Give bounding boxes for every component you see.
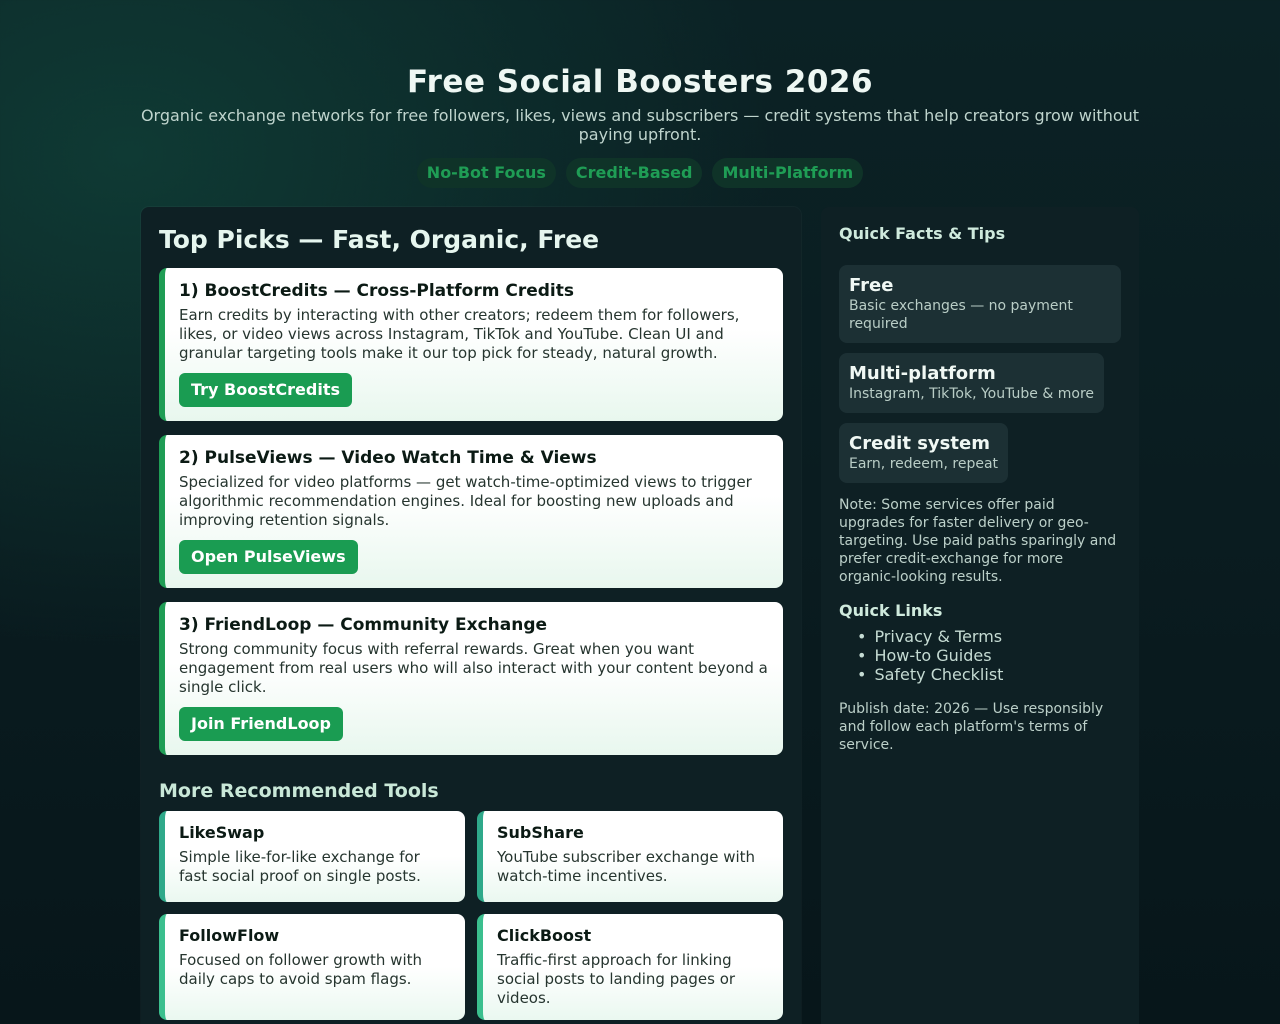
fact-subtitle: Earn, redeem, repeat [849, 456, 999, 472]
pick-description: Earn credits by interacting with other creators; redeem them for followers, likes, or video views across Instagram, TikTok and YouTube. Clean UI and granular targeting tools make it our top pick for steady, natural growth. [179, 306, 740, 362]
pick-description: Strong community focus with referral rewards. Great when you want engagement from real users who will also interact with your content beyond a single click. [179, 640, 768, 696]
tools-grid [159, 811, 783, 1020]
tool-name: SubShare [497, 823, 584, 842]
pick-card-friendloop [159, 602, 783, 755]
pick-title: 2) PulseViews — Video Watch Time & Views [179, 448, 597, 468]
tool-name: ClickBoost [497, 926, 592, 945]
try-boostcredits-button[interactable]: Try BoostCredits [179, 373, 352, 407]
fact-card-multi-platform [839, 353, 1104, 413]
quick-facts-sidebar [821, 207, 1139, 1024]
badge-row [140, 158, 1140, 188]
pick-description: Specialized for video platforms — get watch-time-optimized views to trigger algorithmic recommendation engines. Ideal for boosting new uploads and improving retention signals. [179, 473, 752, 529]
badge-credit-based: Credit-Based [566, 158, 703, 188]
quick-links-list [839, 627, 1121, 684]
tool-card-likeswap[interactable] [159, 811, 465, 902]
link-privacy-terms[interactable]: • Privacy & Terms [857, 627, 1121, 646]
note-text: Note: Some services offer paid upgrades for faster delivery or geo-targeting. Use paid paths sparingly and prefer credit-exchange for more organic-looking results. [839, 497, 1117, 585]
more-tools-title: More Recommended Tools [159, 780, 439, 802]
tool-card-subshare[interactable] [477, 811, 783, 902]
tool-name: FollowFlow [179, 926, 280, 945]
pick-title: 3) FriendLoop — Community Exchange [179, 615, 548, 635]
tool-name: LikeSwap [179, 823, 265, 842]
tool-description: Focused on follower growth with daily caps to avoid spam flags. [179, 951, 422, 988]
page-subtitle: Organic exchange networks for free followers, likes, views and subscribers — credit systems that help creators grow without paying upfront. [140, 106, 1140, 144]
top-picks-panel [141, 207, 801, 1024]
badge-multi-platform: Multi-Platform [712, 158, 863, 188]
tool-card-followflow[interactable] [159, 914, 465, 1020]
page-title: Free Social Boosters 2026 [406, 64, 874, 100]
publish-date-text: Publish date: 2026 — Use responsibly and follow each platform's terms of service. [839, 701, 1104, 753]
page-header [140, 62, 1140, 188]
tool-description: Traffic-first approach for linking social posts to landing pages or videos. [497, 951, 736, 1007]
pick-title: 1) BoostCredits — Cross-Platform Credits [179, 281, 574, 301]
join-friendloop-button[interactable]: Join FriendLoop [179, 707, 343, 741]
open-pulseviews-button[interactable]: Open PulseViews [179, 540, 358, 574]
tool-description: Simple like-for-like exchange for fast social proof on single posts. [179, 848, 421, 885]
sidebar-title: Quick Facts & Tips [839, 224, 1006, 243]
link-how-to-guides[interactable]: • How-to Guides [857, 646, 1121, 665]
fact-card-free [839, 265, 1121, 343]
fact-subtitle: Basic exchanges — no payment required [849, 298, 1073, 332]
pick-card-boostcredits [159, 268, 783, 421]
top-picks-title: Top Picks — Fast, Organic, Free [159, 225, 600, 254]
fact-title: Credit system [849, 433, 990, 454]
fact-card-credit-system [839, 423, 1008, 483]
fact-subtitle: Instagram, TikTok, YouTube & more [849, 386, 1094, 402]
fact-title: Free [849, 275, 894, 296]
tool-description: YouTube subscriber exchange with watch-time incentives. [497, 848, 756, 885]
badge-no-bot: No-Bot Focus [417, 158, 556, 188]
facts-list [839, 265, 1121, 493]
link-safety-checklist[interactable]: • Safety Checklist [857, 665, 1121, 684]
fact-title: Multi-platform [849, 363, 996, 384]
quick-links-title: Quick Links [839, 601, 943, 620]
pick-card-pulseviews [159, 435, 783, 588]
tool-card-clickboost[interactable] [477, 914, 783, 1020]
